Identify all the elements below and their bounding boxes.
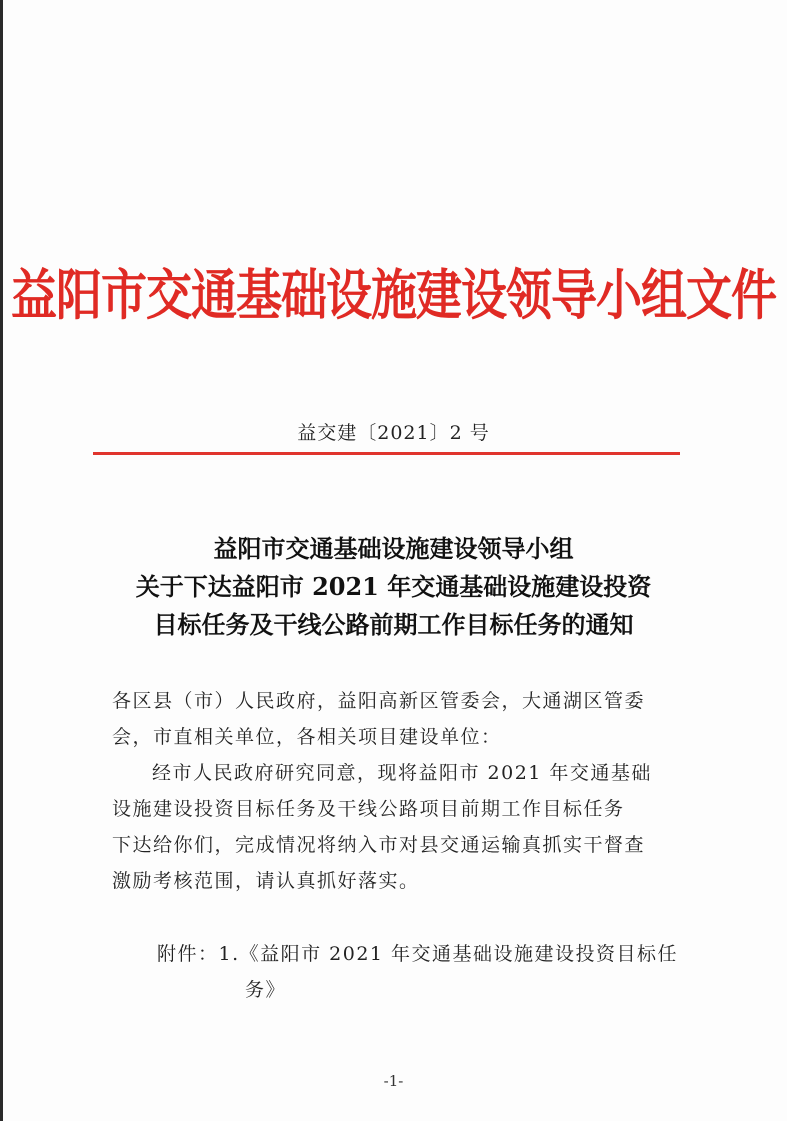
- attachment-line-1: 附件：1.《益阳市 2021 年交通基础设施建设投资目标任: [157, 943, 679, 965]
- notice-title: [0, 530, 787, 644]
- salutation-line-2: 会，市直相关单位，各相关项目建设单位：: [112, 726, 502, 748]
- paragraph-line-3: 下达给你们，完成情况将纳入市对县交通运输真抓实干督查: [112, 834, 646, 856]
- body-paragraph: [112, 755, 672, 899]
- paragraph-line-1: 经市人民政府研究同意，现将益阳市 2021 年交通基础: [152, 762, 652, 784]
- page-number: -1-: [383, 1072, 404, 1090]
- document-number: 益交建〔2021〕2 号: [297, 422, 490, 444]
- salutation-line-1: 各区县（市）人民政府，益阳高新区管委会，大通湖区管委: [112, 690, 646, 712]
- salutation: [112, 683, 672, 755]
- paragraph-line-4: 激励考核范围，请认真抓好落实。: [112, 870, 420, 892]
- red-divider-line: [93, 452, 680, 455]
- title-line-2: 关于下达益阳市 2021 年交通基础设施建设投资: [135, 572, 652, 601]
- attachment-line-2: 务》: [245, 979, 287, 1001]
- paragraph-line-2: 设施建设投资目标任务及干线公路项目前期工作目标任务: [112, 798, 625, 820]
- attachment-list: [157, 936, 678, 1008]
- title-line-1: 益阳市交通基础设施建设领导小组: [213, 534, 574, 563]
- title-line-3: 目标任务及干线公路前期工作目标任务的通知: [153, 610, 634, 639]
- document-header: 益阳市交通基础设施建设领导小组文件: [11, 263, 776, 327]
